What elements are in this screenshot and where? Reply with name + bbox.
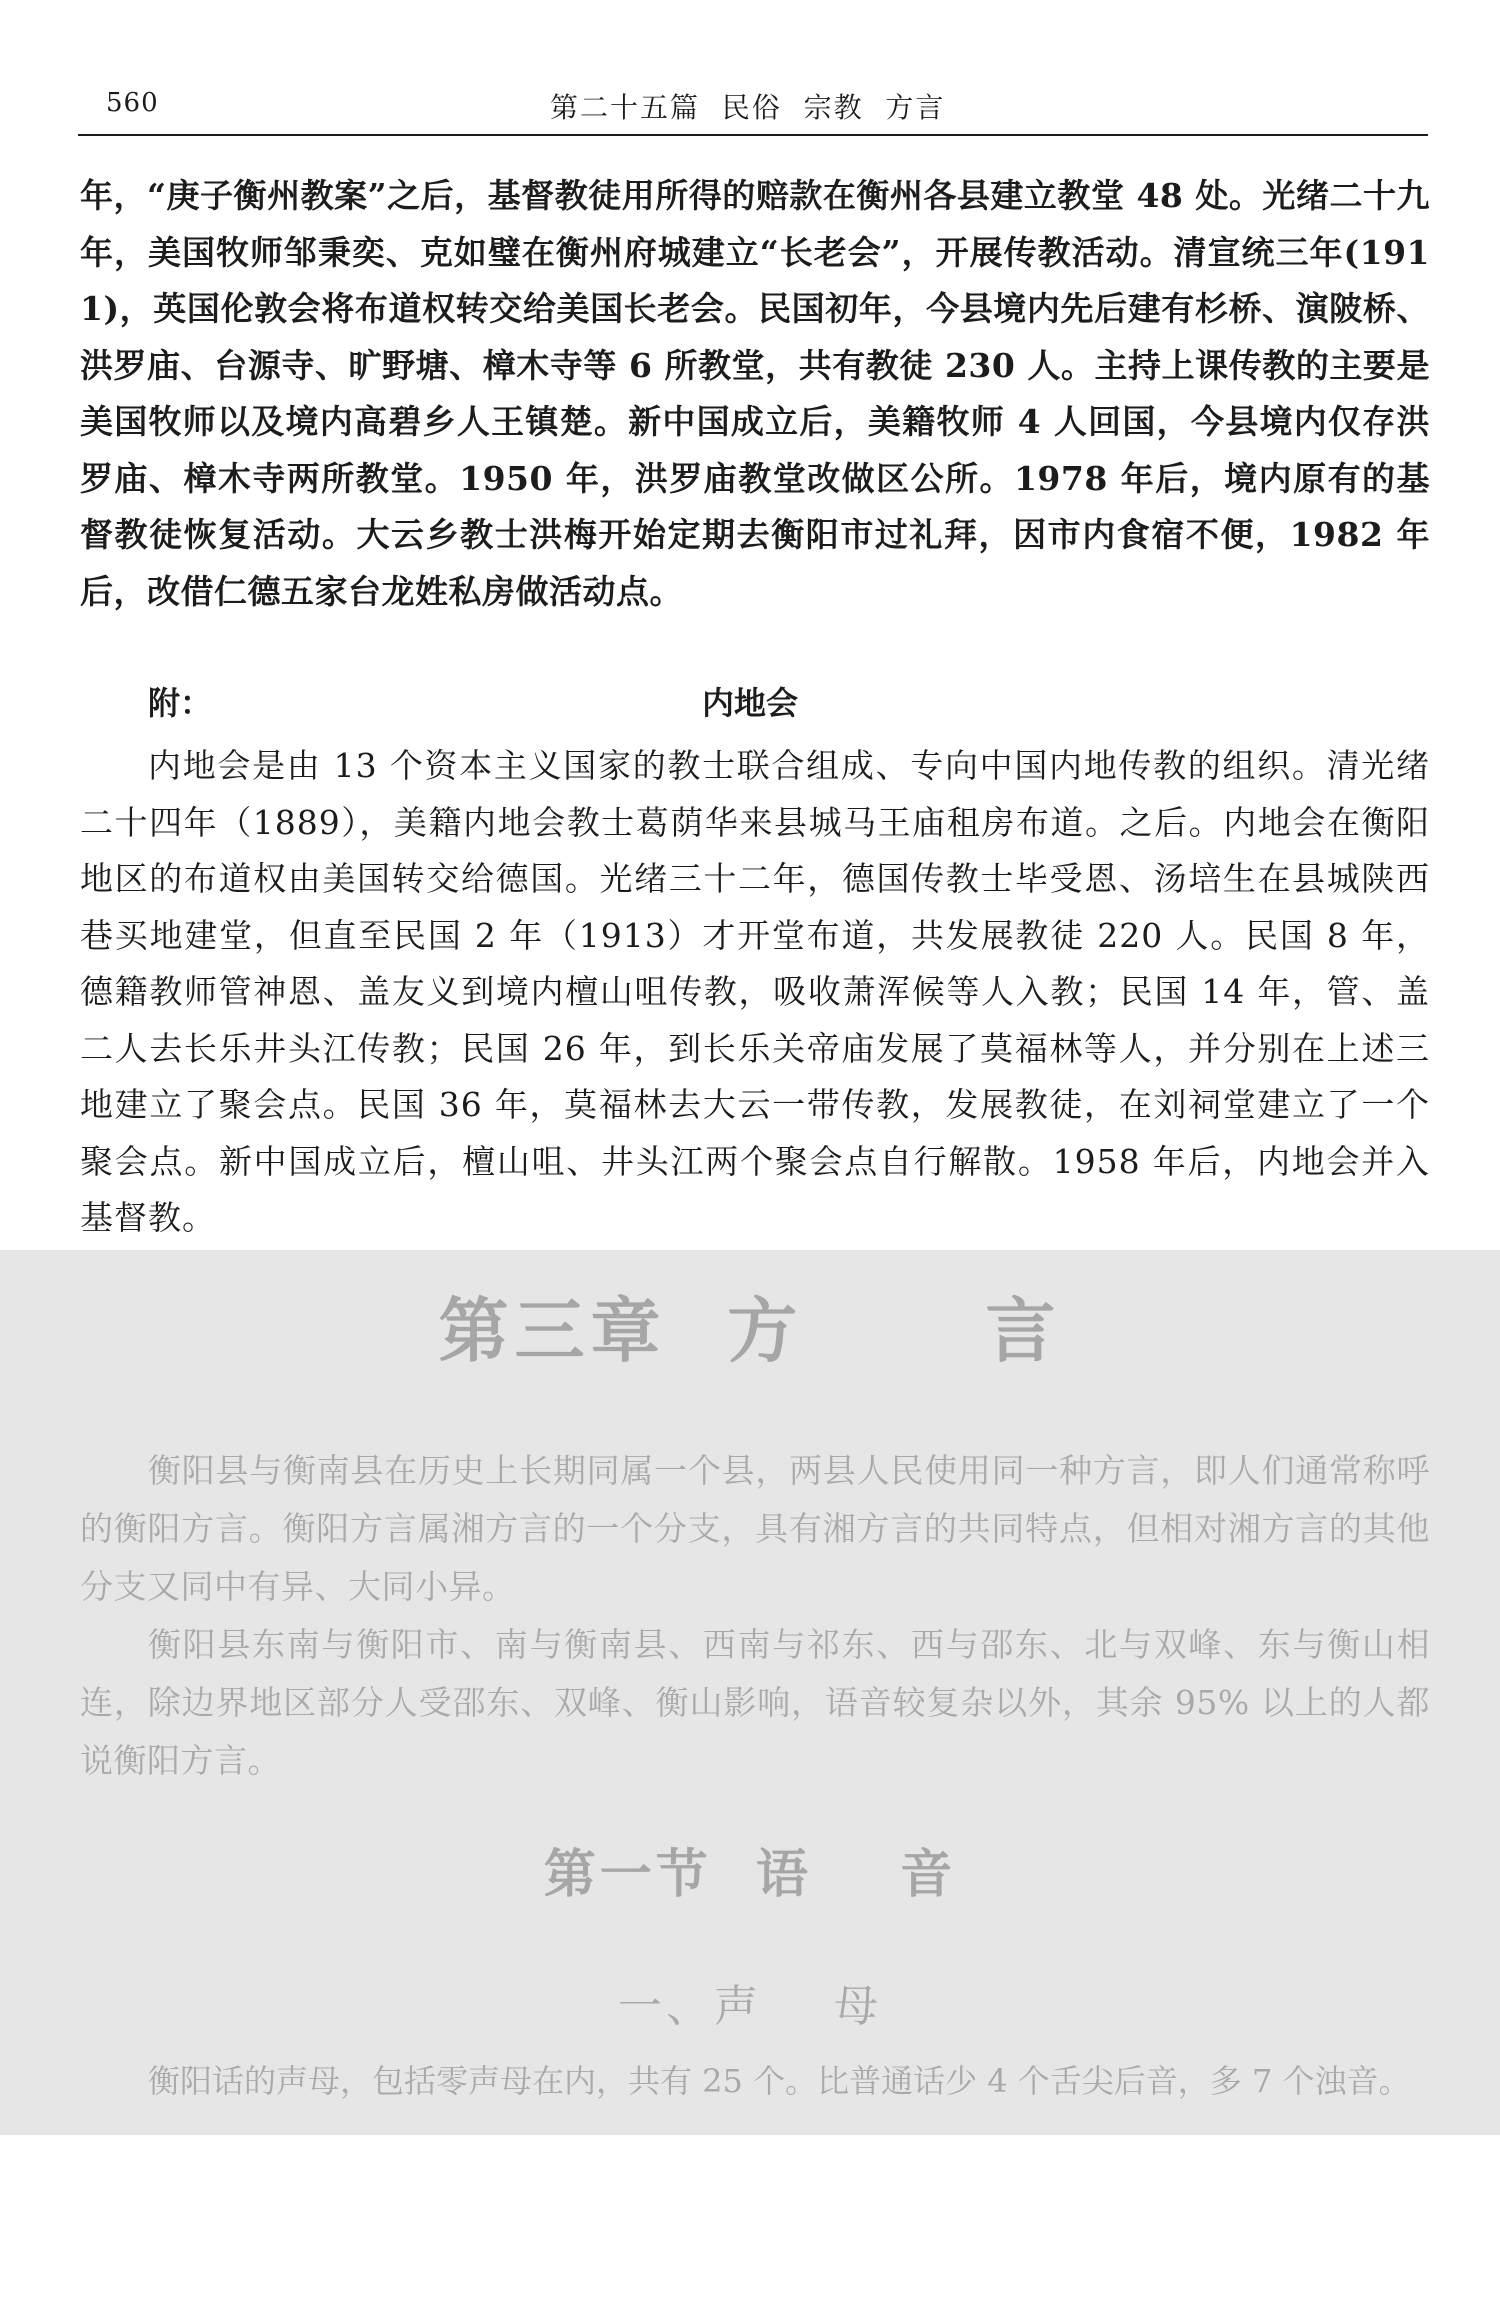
- header-rule: [78, 134, 1428, 136]
- page-number: 560: [106, 88, 159, 118]
- appendix-paragraph: 内地会是由 13 个资本主义国家的教士联合组成、专向中国内地传教的组织。清光绪二十四年（1889），美籍内地会教士葛荫华来县城马王庙租房布道。之后。内地会在衡阳地区的布道权由美国转交给德国。光绪三十二年，德国传教士毕受恩、汤培生在县城陕西巷买地建堂，但直至民国 2 年（1913）才开堂布道，共发展教徒 220 人。民国 8 年，德籍教师管神恩、盖友义到境内檀山咀传教，吸收萧浑候等人入教；民国 14 年，管、盖二人去长乐井头江传教；民国 26 年，到长乐关帝庙发展了莫福林等人，并分别在上述三地建立了聚会点。民国 36 年，莫福林去大云一带传教，发展教徒，在刘祠堂建立了一个聚会点。新中国成立后，檀山咀、井头江两个聚会点自行解散。1958 年后，内地会并入基督教。: [80, 746, 1430, 1237]
- appendix-title: 内地会: [701, 684, 798, 722]
- christianity-paragraph: 年，“庚子衡州教案”之后，基督教徒用所得的赔款在衡州各县建立教堂 48 处。光绪二十九年，美国牧师邹秉奕、克如璧在衡州府城建立“长老会”，开展传教活动。清宣统三年(1911)，英国伦敦会将布道权转交给美国长老会。民国初年，今县境内先后建有杉桥、演陂桥、洪罗庙、台源寺、旷野塘、樟木寺等 6 所教堂，共有教徒 230 人。主持上课传教的主要是美国牧师以及境内高碧乡人王镇楚。新中国成立后，美籍牧师 4 人回国，今县境内仅存洪罗庙、樟木寺两所教堂。1950 年，洪罗庙教堂改做区公所。1978 年后，境内原有的基督教徒恢复活动。大云乡教士洪梅开始定期去衡阳市过礼拜，因市内食宿不便，1982 年后，改借仁德五家台龙姓私房做活动点。: [80, 176, 1430, 611]
- chapter-title: 第三章 方 言: [438, 1289, 1062, 1372]
- subsection-paragraph: 衡阳话的声母，包括零声母在内，共有 25 个。比普通话少 4 个舌尖后音，多 7 个浊音。: [148, 2062, 1411, 2100]
- page-header: [78, 80, 1428, 130]
- section-title: 第一节 语 音: [543, 1844, 957, 1905]
- subsection-title: 一、声 母: [618, 1981, 882, 2032]
- chapter-intro-paragraph-2: 衡阳县东南与衡阳市、南与衡南县、西南与祁东、西与邵东、北与双峰、东与衡山相连，除边界地区部分人受邵东、双峰、衡山影响，语音较复杂以外，其余 95% 以上的人都说衡阳方言。: [80, 1625, 1430, 1780]
- running-title: 第二十五篇 民俗 宗教 方言: [550, 91, 946, 124]
- appendix-label: 附：: [148, 684, 213, 722]
- chapter-intro-paragraph-1: 衡阳县与衡南县在历史上长期同属一个县，两县人民使用同一种方言，即人们通常称呼的衡阳方言。衡阳方言属湘方言的一个分支，具有湘方言的共同特点，但相对湘方言的其他分支又同中有异、大同小异。: [80, 1451, 1430, 1606]
